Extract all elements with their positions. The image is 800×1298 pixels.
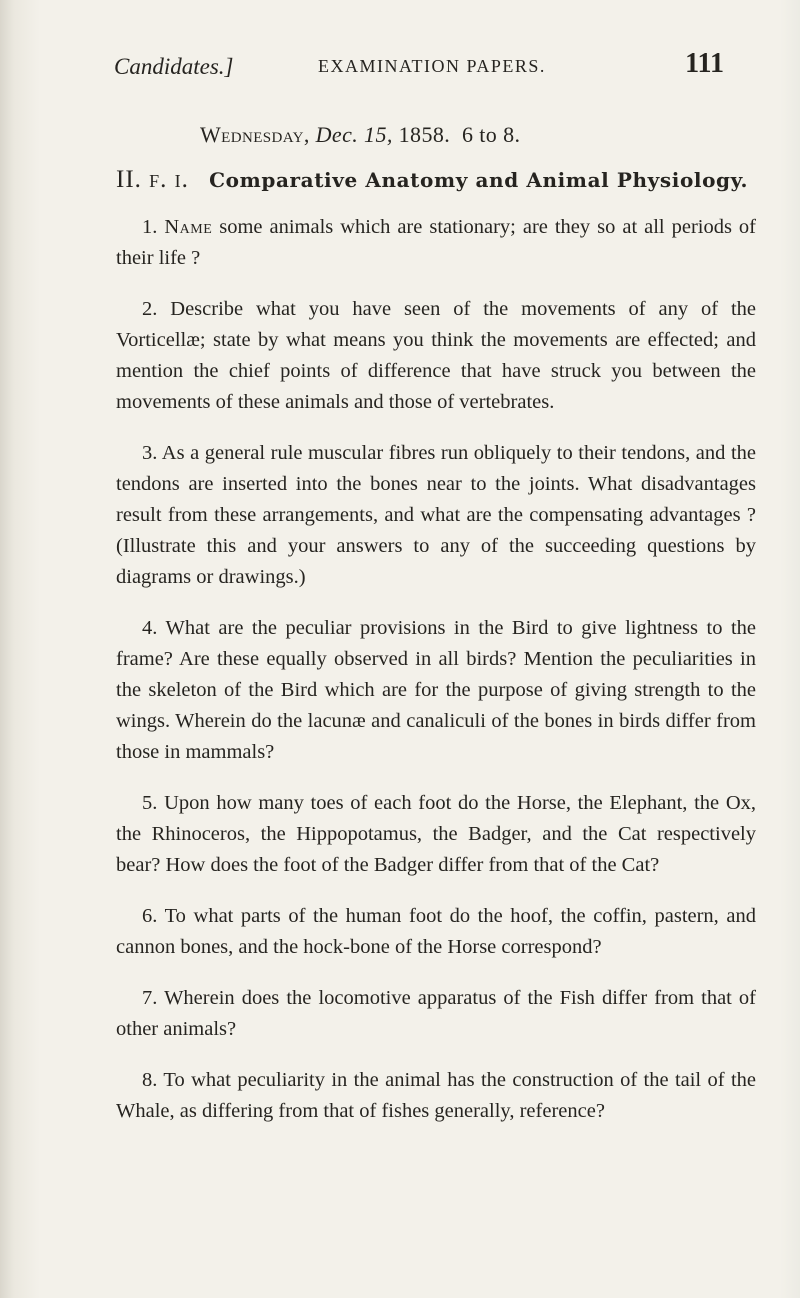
question-text: Wherein does the locomotive apparatus of the Fish differ from that of other animals? bbox=[116, 987, 756, 1040]
question-7 bbox=[116, 983, 756, 1045]
question-text: Upon how many toes of each foot do the Horse, the Elephant, the Ox, the Rhinoceros, the Hippopotamus, the Badger, and the Cat respectively bear? How does the foot of the Badger differ from that of the Cat? bbox=[116, 792, 757, 876]
section-heading bbox=[116, 166, 756, 194]
running-head-left: Candidates.] bbox=[114, 54, 234, 79]
question-3 bbox=[116, 438, 756, 593]
question-number: 4. bbox=[142, 617, 158, 639]
question-text: As a general rule muscular fibres run obliquely to their tendons, and the tendons are inserted into the bones near to the joints. What disadvantages result from these arrangements, and what are the compensating advantages ? (Illustrate this and your answers to any of the succeeding questions by diagrams or drawings.) bbox=[116, 442, 756, 588]
question-1 bbox=[116, 212, 756, 274]
question-number: 3. bbox=[142, 442, 158, 464]
dateline-date: Dec. 15, bbox=[315, 122, 393, 147]
section-code: II. f. i. bbox=[116, 166, 189, 193]
question-2 bbox=[116, 294, 756, 418]
question-text: To what parts of the human foot do the hoof, the coffin, pastern, and cannon bones, and the hock-bone of the Horse correspond? bbox=[116, 905, 756, 958]
question-number: 1. bbox=[142, 216, 158, 238]
dateline-day: Wednesday, bbox=[200, 122, 310, 147]
section-title: Comparative Anatomy and Animal Physiology. bbox=[209, 168, 749, 192]
question-8 bbox=[116, 1065, 756, 1127]
question-number: 7. bbox=[142, 987, 158, 1009]
dateline-time: 6 to 8. bbox=[461, 122, 521, 147]
question-number: 5. bbox=[142, 792, 158, 814]
dateline bbox=[200, 122, 520, 148]
question-list bbox=[116, 212, 756, 1147]
question-text: Describe what you have seen of the movements of any of the Vorticellæ; state by what means you think the movements are effected; and mention the chief points of difference that have struck you between the movements of these animals and those of vertebrates. bbox=[116, 298, 756, 413]
question-6 bbox=[116, 901, 756, 963]
question-5 bbox=[116, 788, 756, 881]
question-text: What are the peculiar provisions in the Bird to give lightness to the frame? Are these equally observed in all birds? Mention the peculiarities in the skeleton of the Bird which are for the purpose of giving strength to the wings. Wherein do the lacunæ and canaliculi of the bones in birds differ from those in mammals? bbox=[116, 617, 756, 763]
running-head-title: EXAMINATION PAPERS. bbox=[318, 56, 546, 76]
question-text: some animals which are stationary; are they so at all periods of their life ? bbox=[116, 216, 756, 269]
page-number: 111 bbox=[685, 48, 724, 79]
question-text: To what peculiarity in the animal has the construction of the tail of the Whale, as differing from that of fishes generally, reference? bbox=[116, 1069, 756, 1122]
dateline-year: 1858. bbox=[398, 122, 451, 147]
question-4 bbox=[116, 613, 756, 768]
question-number: 2. bbox=[142, 298, 158, 320]
running-head bbox=[114, 48, 724, 88]
question-number: 6. bbox=[142, 905, 158, 927]
question-lead-word: Name bbox=[164, 216, 213, 238]
question-number: 8. bbox=[142, 1069, 158, 1091]
